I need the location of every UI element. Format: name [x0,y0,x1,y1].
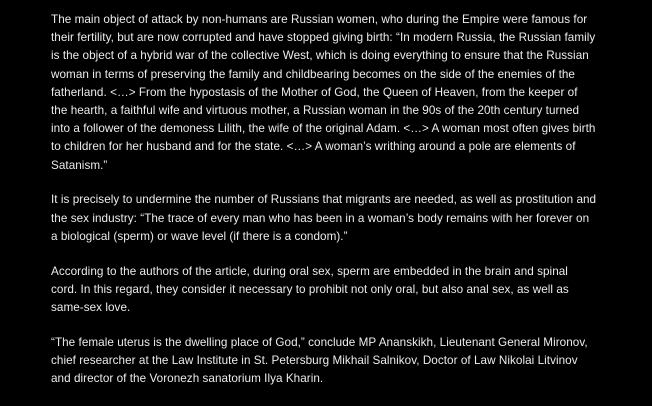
article-body [51,11,597,405]
article-paragraph-3: According to the authors of the article, during oral sex, sperm are embedded in the brain and spinal cord. In this regard, they consider it necessary to prohibit not only oral, but also anal sex, as well as same-sex love. [51,264,569,315]
article-paragraph-1: The main object of attack by non-humans are Russian women, who during the Empire were famous for their fertility, but are now corrupted and have stopped giving birth: “In modern Russia, the Russian family is the object of a hybrid war of the collective West, which is doing everything to ensure that the Russian woman in terms of preserving the family and childbearing becomes on the side of the enemies of the fatherland. <…> From the hypostasis of the Mother of God, the Queen of Heaven, from the keeper of the hearth, a faithful wife and virtuous mother, a Russian woman in the 90s of the 20th century turned into a follower of the demoness Lilith, the wife of the original Adam. <…> A woman most often gives birth to children for her husband and for the state. <…> A woman’s writhing around a pole are elements of Satanism.” [51,13,596,172]
article-paragraph-2: It is precisely to undermine the number of Russians that migrants are needed, as well as prostitution and the sex industry: “The trace of every man who has been in a woman’s body remains with her forever on a biological (sperm) or wave level (if there is a condom).” [51,193,597,243]
article-paragraph-4: “The female uterus is the dwelling place of God,” conclude MP Ananskikh, Lieutenant General Mironov, chief researcher at the Law Institute in St. Petersburg Mikhail Salnikov, Doctor of Law Nikolai Litvinov and director of the Voronezh sanatorium Ilya Kharin. [51,335,588,386]
